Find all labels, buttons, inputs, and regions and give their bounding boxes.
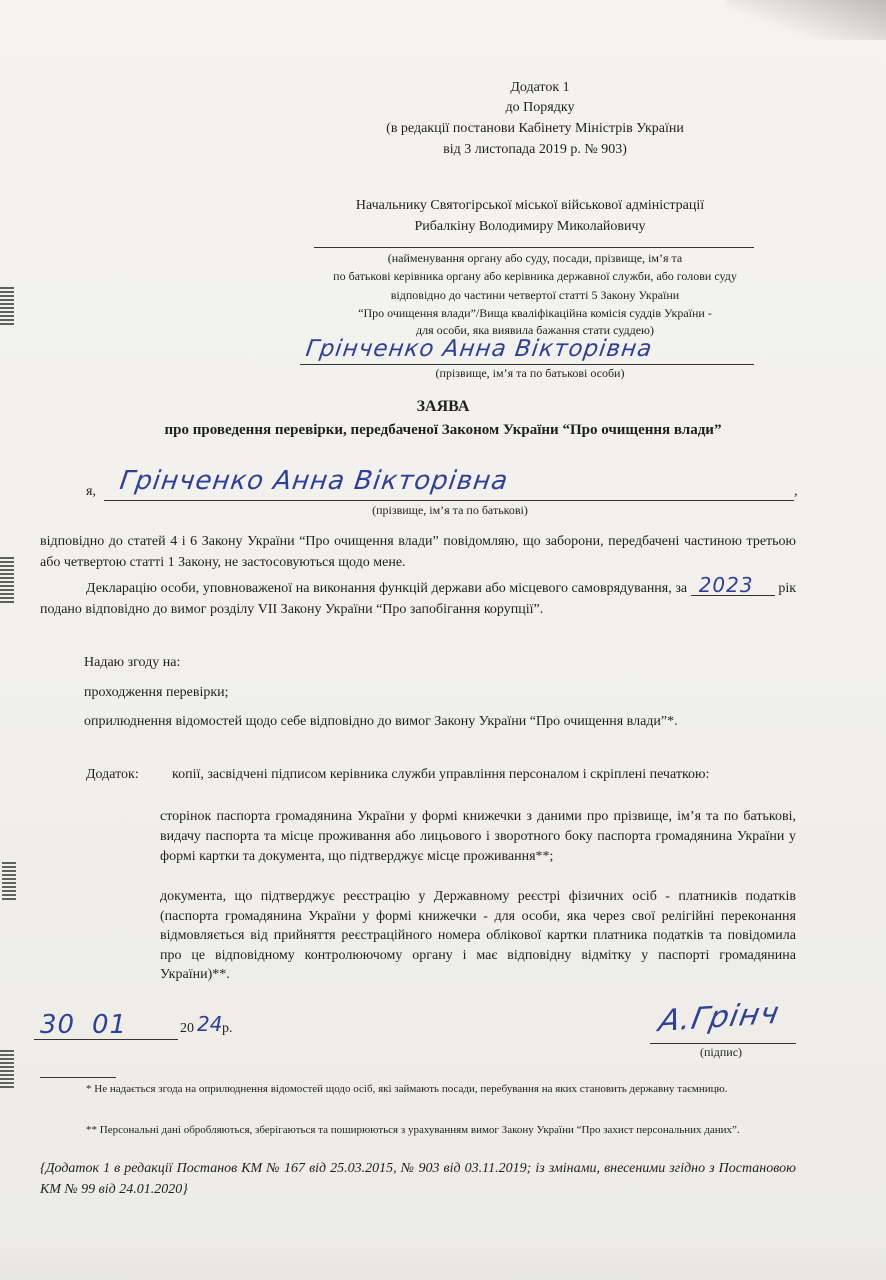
sender-underline: [300, 364, 754, 365]
date-year-handwritten: 24: [197, 1012, 223, 1036]
consent-item-1: проходження перевірки;: [84, 685, 229, 700]
date-suffix: р.: [222, 1021, 233, 1036]
appendix-number: Додаток 1: [510, 80, 570, 95]
consent-intro: Надаю згоду на:: [84, 655, 181, 670]
declaration-year-handwritten: 2023: [691, 576, 775, 596]
statement-underline: [104, 500, 794, 501]
appendix-edition: (в редакції постанови Кабінету Міністрів України: [386, 121, 684, 136]
addressee-hint-1: (найменування органу або суду, посади, прізвище, ім’я та: [387, 251, 683, 265]
date-month-underline: [80, 1039, 178, 1040]
declaration-text-b: рік подано відповідно до вимог розділу VII Закону України “Про запобігання корупції”.: [40, 581, 797, 617]
date-year-printed: 20: [180, 1021, 194, 1036]
appendix-order: до Порядку: [505, 100, 575, 115]
date-day-handwritten: 30: [40, 1010, 76, 1040]
attachment-item-1: сторінок паспорта громадянина України у формі книжечки з даними про прізвище, ім’я та по батькові, видачу паспорта та місце проживання або лицьового і зворотного боку паспорта громадянина України у формі картки та документа, що підтверджує місце проживання**;: [160, 809, 796, 864]
addressee-hint-3: відповідно до частини четвертої статті 5 Закону України: [390, 288, 680, 302]
document-subtitle: про проведення перевірки, передбаченої Законом України “Про очищення влади”: [164, 422, 722, 438]
page-bottom-shadow: [0, 1240, 886, 1280]
addressee-hint-2: по батькові керівника органу або керівника державної служби, або голови суду: [333, 269, 737, 283]
attachment-intro: копії, засвідчені підписом керівника служби управління персоналом і скріплені печаткою:: [172, 767, 710, 782]
attachment-item-2: документа, що підтверджує реєстрацію у Державному реєстрі фізичних осіб - платників податків (паспорта громадянина України у формі книжечки - для особи, яка через свої релігійні переконання відмовляється від прийняття реєстраційного номера облікової картки платника податків та повідомила про це відповідному контролюючому органу і має відповідну відмітку у паспорті громадянина України)**.: [160, 889, 796, 982]
footnote-2: ** Персональні дані обробляються, зберігаються та поширюються з урахуванням вимог Закону України “Про захист персональних даних”.: [86, 1124, 740, 1136]
redaction-mark: [0, 1050, 14, 1088]
addressee-hint-4: “Про очищення влади”/Вища кваліфікаційна комісія суддів України -: [358, 306, 712, 320]
statement-paragraph-1: відповідно до статей 4 і 6 Закону України “Про очищення влади” повідомляю, що заборони, передбачені частиною третьою або четвертою статті 1 Закону, не застосовуються щодо мене.: [40, 534, 796, 570]
footnote-1: * Не надається згода на оприлюднення відомостей щодо осіб, які займають посади, перебування на яких становить державну таємницю.: [86, 1083, 728, 1095]
signature-underline: [650, 1043, 796, 1044]
document-title: ЗАЯВА: [416, 398, 470, 415]
signature-hint: (підпис): [700, 1045, 743, 1059]
statement-prefix: я,: [86, 484, 96, 499]
statement-suffix: ,: [794, 484, 798, 499]
signature-handwritten: А.Грінч: [655, 995, 783, 1040]
redaction-mark: [0, 285, 14, 325]
addressee-position: Начальнику Святогірської міської військової адміністрації: [355, 198, 705, 213]
declaration-paragraph: [40, 573, 797, 620]
addressee-underline: [314, 247, 754, 248]
sender-hint: (прізвище, ім’я та по батькові особи): [435, 366, 625, 380]
appendix-date: від 3 листопада 2019 р. № 903): [443, 142, 627, 157]
attachment-label: Додаток:: [86, 767, 139, 782]
redaction-mark: [2, 860, 16, 900]
statement-hint: (прізвище, ім’я та по батькові): [372, 503, 528, 517]
date-month-handwritten: 01: [92, 1010, 128, 1040]
page-shadow: [726, 0, 886, 40]
redaction-mark: [0, 555, 14, 603]
amendment-note: {Додаток 1 в редакції Постанов КМ № 167 від 25.03.2015, № 903 від 03.11.2019; із змінами, внесеними згідно з Постановою КМ № 99 від 24.01.2020}: [40, 1161, 796, 1197]
declaration-text-a: Декларацію особи, уповноваженої на виконання функцій держави або місцевого самоврядування, за: [86, 581, 688, 596]
consent-item-2: оприлюднення відомостей щодо себе відповідно до вимог Закону України “Про очищення влади”*.: [84, 714, 678, 729]
footnote-separator: [40, 1077, 116, 1078]
statement-name-handwritten: Грінченко Анна Вікторівна: [117, 466, 511, 496]
addressee-name: Рибалкіну Володимиру Миколайовичу: [414, 219, 646, 234]
addressee-hint-5: для особи, яка виявила бажання стати суддею): [416, 323, 654, 337]
sender-name-handwritten: Грінченко Анна Вікторівна: [304, 336, 655, 362]
